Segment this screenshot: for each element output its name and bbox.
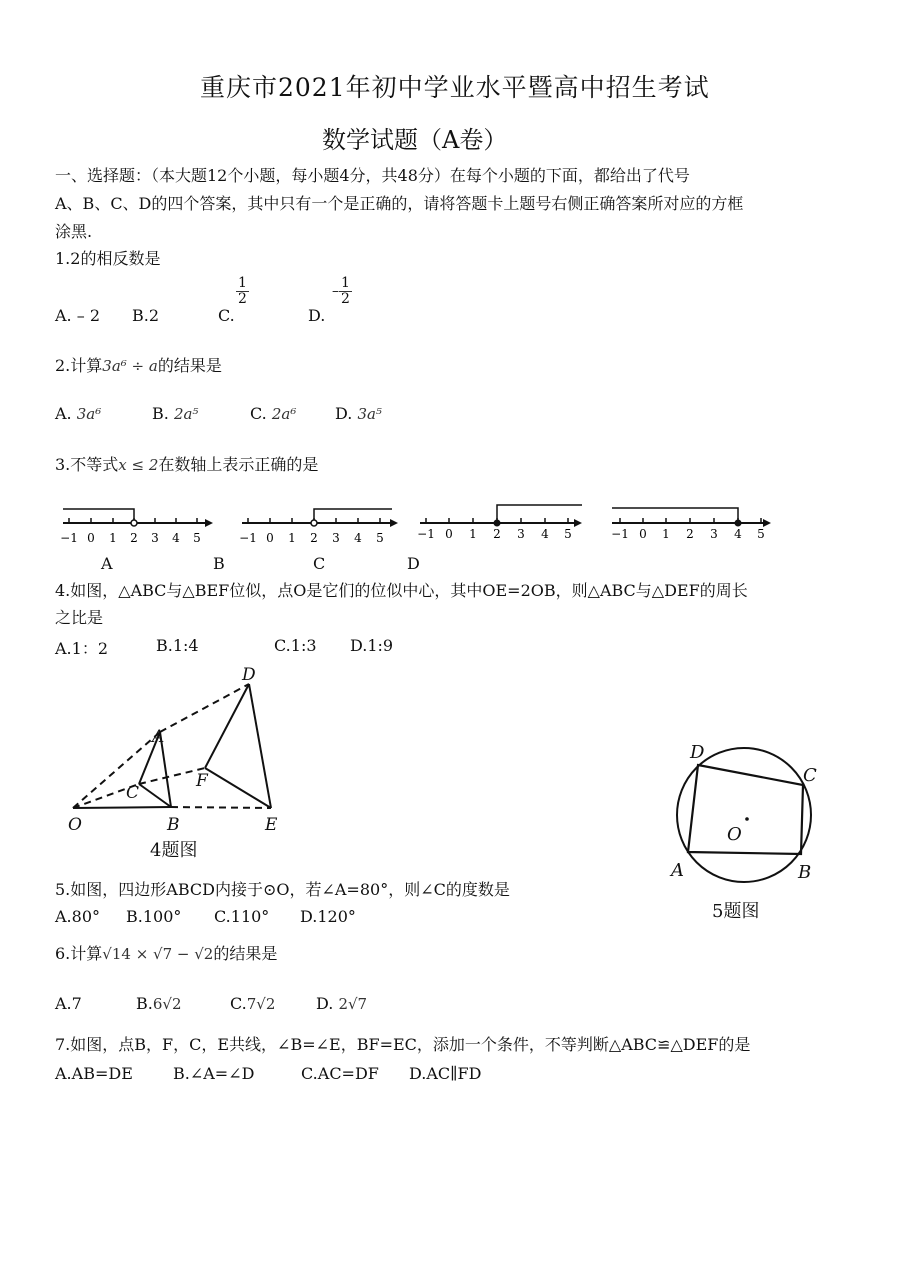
q1-d-sign: – bbox=[332, 283, 339, 300]
q5-option-c: C.110° bbox=[214, 907, 270, 926]
q3-a-tick-2: 2 bbox=[130, 531, 138, 545]
q4-option-a: A.1：2 bbox=[55, 639, 109, 658]
q3-c-tick-5: 5 bbox=[564, 527, 572, 541]
q3-number-line-d bbox=[611, 508, 771, 541]
q3-d-tick-m1: −1 bbox=[611, 527, 629, 541]
q3-c-tick-0: 0 bbox=[445, 527, 453, 541]
q3-d-tick-0: 0 bbox=[639, 527, 647, 541]
q3-a-tick-5: 5 bbox=[193, 531, 201, 545]
q3-stem-prefix: 3.不等式 bbox=[55, 455, 119, 474]
q2-option-b bbox=[152, 404, 198, 423]
q1-option-d-label: D. bbox=[308, 306, 326, 325]
q3-c-tick-m1: −1 bbox=[417, 527, 435, 541]
q3-number-line-b bbox=[239, 509, 398, 545]
q1-option-c bbox=[218, 306, 235, 325]
q4-option-c: C.1:3 bbox=[274, 636, 317, 655]
q3-label-d: D bbox=[407, 554, 420, 573]
q4-stem-line1: 4.如图，△ABC与△BEF位似，点O是它们的位似中心，其中OE=2OB，则△ABC与△DEF的周长 bbox=[55, 581, 748, 600]
q7-option-a: A.AB=DE bbox=[55, 1064, 133, 1083]
q5-label-d: D bbox=[690, 742, 705, 763]
q3-b-tick-m1: −1 bbox=[239, 531, 257, 545]
q5-stem: 5.如图，四边形ABCD内接于⊙O，若∠A=80°，则∠C的度数是 bbox=[55, 880, 510, 899]
q2-option-c bbox=[250, 404, 296, 423]
q4-label-o: O bbox=[68, 815, 82, 835]
q1-stem: 1.2的相反数是 bbox=[55, 249, 161, 268]
q3-c-tick-1: 1 bbox=[469, 527, 477, 541]
q3-number-line-c bbox=[417, 505, 582, 541]
q4-label-d: D bbox=[242, 665, 256, 685]
q2-option-a bbox=[55, 404, 101, 423]
q2-b-math: 2a⁵ bbox=[173, 405, 199, 423]
q4-figure bbox=[55, 662, 315, 867]
q6-b-label: B. bbox=[136, 994, 153, 1013]
q3-b-tick-0: 0 bbox=[266, 531, 274, 545]
q3-b-tick-4: 4 bbox=[354, 531, 362, 545]
q3-d-tick-1: 1 bbox=[662, 527, 670, 541]
q7-stem: 7.如图，点B，F，C，E共线，∠B=∠E，BF=EC，添加一个条件，不等判断△ABC≌△DEF的是 bbox=[55, 1035, 751, 1054]
q6-option-c bbox=[230, 994, 275, 1013]
q4-segment-cb bbox=[139, 784, 171, 807]
q2-option-d bbox=[335, 404, 382, 423]
q5-figure bbox=[660, 730, 835, 925]
q2-stem-math: 3a⁶ ÷ a bbox=[102, 357, 158, 375]
q6-stem-suffix: 的结果是 bbox=[213, 944, 278, 963]
q3-a-tick-m1: −1 bbox=[60, 531, 78, 545]
q1-d-numerator: 1 bbox=[341, 275, 350, 291]
q5-label-c: C bbox=[803, 765, 817, 786]
q3-a-tick-0: 0 bbox=[87, 531, 95, 545]
q6-option-d bbox=[316, 994, 367, 1013]
q6-c-math: 7√2 bbox=[246, 995, 276, 1013]
q1-option-d-fraction bbox=[332, 276, 352, 307]
q1-c-denominator: 2 bbox=[238, 291, 247, 307]
q3-d-tick-5: 5 bbox=[757, 527, 765, 541]
section-intro-line2: A、B、C、D的四个答案，其中只有一个是正确的，请将答题卡上题号右侧正确答案所对应的方框 bbox=[55, 194, 744, 213]
q6-option-b bbox=[136, 994, 182, 1013]
q5-option-d: D.120° bbox=[300, 907, 356, 926]
q6-b-math: 6√2 bbox=[152, 995, 182, 1013]
q3-label-b: B bbox=[213, 554, 225, 573]
q4-label-a: A bbox=[152, 727, 165, 747]
q3-d-tick-3: 3 bbox=[710, 527, 718, 541]
q4-segment-fe bbox=[205, 768, 271, 808]
q3-number-lines bbox=[55, 498, 775, 550]
q2-stem-prefix: 2.计算 bbox=[55, 356, 103, 375]
q5-label-a: A bbox=[671, 860, 684, 881]
q4-figure-caption: 4题图 bbox=[150, 840, 198, 861]
q3-b-tick-1: 1 bbox=[288, 531, 296, 545]
q1-c-numerator: 1 bbox=[238, 275, 247, 291]
q7-option-c: C.AC=DF bbox=[301, 1064, 379, 1083]
q4-stem-line2: 之比是 bbox=[55, 608, 104, 627]
q3-a-tick-3: 3 bbox=[151, 531, 159, 545]
q1-option-c-fraction bbox=[236, 276, 249, 307]
q4-option-b: B.1:4 bbox=[156, 636, 199, 655]
q4-label-b: B bbox=[167, 815, 180, 835]
q7-option-d: D.AC∥FD bbox=[409, 1064, 482, 1083]
q5-option-b: B.100° bbox=[126, 907, 182, 926]
q5-option-a: A.80° bbox=[55, 907, 100, 926]
q3-stem bbox=[55, 451, 318, 479]
q5-quadrilateral bbox=[688, 765, 803, 854]
q6-d-label: D. bbox=[316, 994, 334, 1013]
q2-a-label: A. bbox=[55, 404, 72, 423]
q2-a-math: 3a⁶ bbox=[76, 405, 102, 423]
q3-d-tick-2: 2 bbox=[686, 527, 694, 541]
q6-d-math: 2√7 bbox=[338, 995, 368, 1013]
q1-option-d bbox=[308, 306, 325, 325]
q2-b-label: B. bbox=[152, 404, 169, 423]
q2-d-math: 3a⁵ bbox=[357, 405, 382, 423]
q4-segment-de bbox=[249, 684, 271, 808]
q5-label-b: B bbox=[798, 862, 812, 883]
q4-option-d: D.1:9 bbox=[350, 636, 394, 655]
q6-stem-prefix: 6.计算 bbox=[55, 944, 103, 963]
q5-figure-caption: 5题图 bbox=[712, 901, 760, 922]
q3-c-tick-3: 3 bbox=[517, 527, 525, 541]
q3-b-tick-3: 3 bbox=[332, 531, 340, 545]
q3-stem-math: x ≤ 2 bbox=[118, 456, 159, 474]
q1-option-a: A. – 2 bbox=[55, 306, 100, 325]
q2-d-label: D. bbox=[335, 404, 353, 423]
q2-stem-suffix: 的结果是 bbox=[157, 356, 222, 375]
q3-number-line-a bbox=[60, 509, 213, 545]
q3-a-tick-4: 4 bbox=[172, 531, 180, 545]
section-intro-line1: 一、选择题：（本大题12个小题，每小题4分，共48分）在每个小题的下面，都给出了代号 bbox=[55, 166, 690, 185]
q5-label-o: O bbox=[727, 824, 742, 845]
q6-stem-math: √14 × √7 − √2 bbox=[102, 945, 214, 963]
q7-option-b: B.∠A=∠D bbox=[173, 1064, 255, 1083]
q4-label-c: C bbox=[126, 783, 140, 803]
q3-b-tick-2: 2 bbox=[310, 531, 318, 545]
q6-c-label: C. bbox=[230, 994, 247, 1013]
exam-title: 重庆市2021年初中学业水平暨高中招生考试 bbox=[200, 73, 710, 102]
q3-c-tick-2: 2 bbox=[493, 527, 501, 541]
q1-option-c-label: C. bbox=[218, 306, 235, 325]
q3-d-tick-4: 4 bbox=[734, 527, 742, 541]
q3-label-c: C bbox=[313, 554, 326, 573]
q2-c-label: C. bbox=[250, 404, 267, 423]
q4-label-f: F bbox=[196, 771, 208, 791]
exam-subtitle: 数学试题（A卷） bbox=[322, 126, 508, 154]
q1-d-denominator: 2 bbox=[341, 291, 350, 307]
q2-c-math: 2a⁶ bbox=[271, 405, 297, 423]
q3-label-a: A bbox=[101, 554, 113, 573]
q3-a-tick-1: 1 bbox=[109, 531, 117, 545]
q2-stem bbox=[55, 352, 222, 380]
q6-option-a: A.7 bbox=[55, 994, 82, 1013]
q6-stem bbox=[55, 940, 277, 968]
q3-b-tick-5: 5 bbox=[376, 531, 384, 545]
q3-c-tick-4: 4 bbox=[541, 527, 549, 541]
section-intro-line3: 涂黑. bbox=[55, 222, 93, 241]
q4-label-e: E bbox=[265, 815, 278, 835]
q3-stem-suffix: 在数轴上表示正确的是 bbox=[158, 455, 319, 474]
q1-option-b: B.2 bbox=[132, 306, 160, 325]
